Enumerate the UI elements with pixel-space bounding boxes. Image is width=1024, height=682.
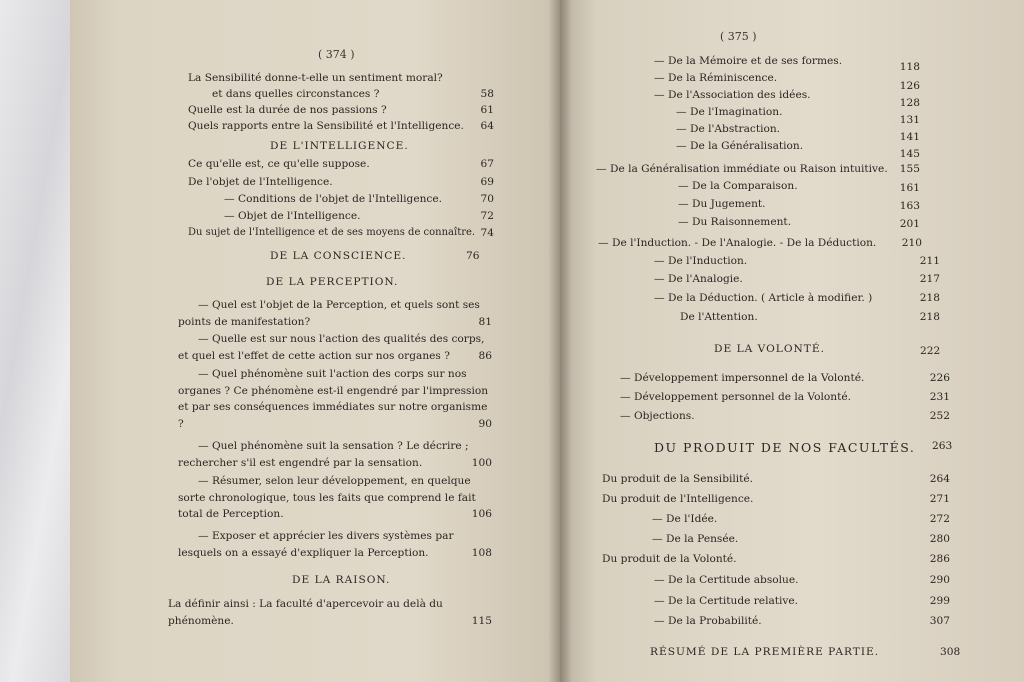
toc-paragraph-entry: — Résumer, selon leur développement, en quelque sorte chronologique, tous les faits que comprend le fait total de Perception. 106 <box>178 475 492 520</box>
toc-paragraph-entry: — Exposer et apprécier les divers systèmes par lesquels on a essayé d'expliquer la Perception. 108 <box>178 530 492 559</box>
section-heading-volonte: DE LA VOLONTÉ. 222 <box>714 343 941 357</box>
toc-paragraph-entry: — Quel phénomène suit la sensation ? Le décrire ; rechercher s'il est engendré par la sensation. 100 <box>178 440 492 469</box>
left-page: ( 374 ) La Sensibilité donne-t-elle un sentiment moral? et dans quelles circonstances ? 58 Quelle est la durée de nos passions ? 61 Quels rapports entre la Sensibilité et l'Intelligence. 64 DE L'INTELLIGENCE. Ce qu'elle est, ce qu'elle suppose. 67 De l'objet de l'Intelligence. 69 — Conditions de l'objet de l'Intelligence. 70 — Objet de l'Intelligence. 72 Du sujet de l'Intelligence et de ses moyens de connaître. 74 DE LA CONSCIENCE. 76 DE LA PERCEPTION. — Quel est l'objet de la Perception, et quels sont ses points de manifestation? 81 — Quelle est sur nous l'action des qualités des corps, et quel est l'effet de cette action sur nos organes ? 86 — Quel phénomène suit l'action des corps sur nos organes ? Ce phénomène est-il engendré par l'impression et par ses conséquences immédiates sur notre organisme ? 90 — Quel phénomène suit la sensation ? Le décrire ; rechercher s'il est engendré par la sensation. 100 — Résumer, selon leur développement, en quelque sorte chronologique, tous les faits que comprend le fait total de Perception. 106 — Exposer et apprécier les divers systèmes par lesquels on a essayé d'expliquer la Perception. 108 DE LA RAISON. La définir ainsi : La faculté d'apercevoir au delà du phénomène. 115 <box>70 0 560 682</box>
book-gutter <box>548 0 572 682</box>
section-heading-perception: DE LA PERCEPTION. <box>266 276 399 288</box>
section-heading-conscience: DE LA CONSCIENCE. 76 <box>270 250 480 262</box>
toc-paragraph-entry: — Quelle est sur nous l'action des qualités des corps, et quel est l'effet de cette action sur nos organes ? 86 <box>178 333 492 362</box>
section-heading-intelligence: DE L'INTELLIGENCE. <box>270 140 409 152</box>
toc-paragraph-entry: La définir ainsi : La faculté d'apercevoir au delà du phénomène. 115 <box>168 598 492 627</box>
section-heading-raison: DE LA RAISON. <box>292 574 391 586</box>
right-page: ( 375 ) — De la Mémoire et de ses formes. 118 — De la Réminiscence. 126 — De l'Association des idées. 128 — De l'Imagination. 131 — De l'Abstraction. 141 — De la Généralisation. 145 — De la Généralisation immédiate ou Raison intuitive. 155 — De la Comparaison. 161 — Du Jugement. 163 — Du Raisonnement. 201 — De l'Induction. - De l'Analogie. - De la Déduction. 210 — De l'Induction. 211 — De l'Analogie. 217 — De la Déduction. ( Article à modifier. ) 218 De l'Attention. 218 DE LA VOLONTÉ. 222 — Développement impersonnel de la Volonté. 226 — Développement personnel de la Volonté. 231 — Objections. 252 DU PRODUIT DE NOS FACULTÉS. 263 Du produit de la Sensibilité. 264 Du produit de l'Intelligence. 271 — De l'Idée. 272 — De la Pensée. 280 Du produit de la Volonté. 286 — De la Certitude absolue. 290 — De la Certitude relative. 299 — De la Probabilité. 307 RÉSUMÉ DE LA PREMIÈRE PARTIE. 308 <box>560 0 1024 682</box>
toc-paragraph-entry: — Quel phénomène suit l'action des corps sur nos organes ? Ce phénomène est-il engendré par l'impression et par ses conséquences immédiates sur notre organisme ? 90 <box>178 368 492 430</box>
toc-paragraph-entry: — Quel est l'objet de la Perception, et quels sont ses points de manifestation? 81 <box>178 299 492 328</box>
section-heading-produit: DU PRODUIT DE NOS FACULTÉS. 263 <box>654 440 953 455</box>
section-heading-resume: RÉSUMÉ DE LA PREMIÈRE PARTIE. 308 <box>650 646 961 658</box>
page-number-right: ( 375 ) <box>720 30 757 43</box>
page-number-left: ( 374 ) <box>318 48 355 61</box>
